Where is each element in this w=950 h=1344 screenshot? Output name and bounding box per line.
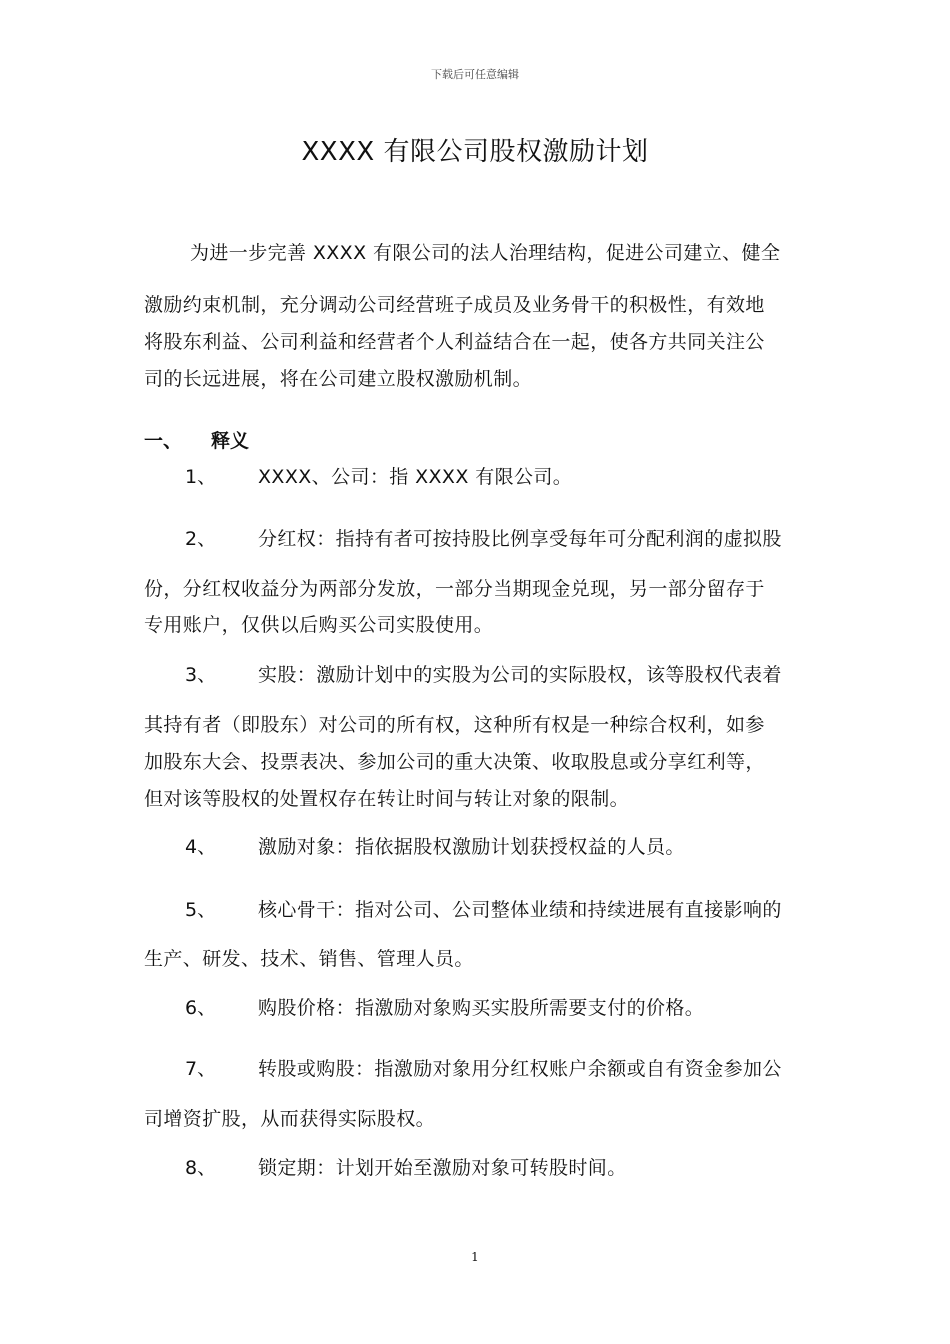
item-number: 8、 (185, 1157, 217, 1179)
item-text-line: 其持有者（即股东）对公司的所有权，这种所有权是一种综合权利，如参 (144, 714, 765, 736)
item-text: 实股：激励计划中的实股为公司的实际股权，该等股权代表着 (258, 664, 782, 686)
item-text: 转股或购股：指激励对象用分红权账户余额或自有资金参加公 (258, 1058, 782, 1080)
item-text-line: 生产、研发、技术、销售、管理人员。 (144, 948, 474, 970)
item-text: 激励对象：指依据股权激励计划获授权益的人员。 (258, 836, 685, 858)
header-note: 下载后可任意编辑 (431, 68, 519, 81)
item-number: 4、 (185, 836, 217, 858)
item-number: 2、 (185, 528, 217, 550)
page-number: 1 (471, 1250, 479, 1264)
item-text-line: 但对该等股权的处置权存在转让时间与转让对象的限制。 (144, 788, 630, 810)
item-text-line: 份，分红权收益分为两部分发放，一部分当期现金兑现，另一部分留存于 (144, 578, 765, 600)
section-title: 释义 (211, 430, 250, 452)
document-title: XXXX 有限公司股权激励计划 (301, 137, 649, 167)
item-text: XXXX、公司：指 XXXX 有限公司。 (258, 466, 573, 488)
item-number: 1、 (185, 466, 217, 488)
intro-line: 激励约束机制，充分调动公司经营班子成员及业务骨干的积极性，有效地 (144, 294, 765, 316)
item-text-line: 加股东大会、投票表决、参加公司的重大决策、收取股息或分享红利等， (144, 751, 765, 773)
intro-line: 将股东利益、公司利益和经营者个人利益结合在一起，使各方共同关注公 (144, 331, 765, 353)
item-number: 6、 (185, 997, 217, 1019)
item-number: 5、 (185, 899, 217, 921)
item-text: 核心骨干：指对公司、公司整体业绩和持续进展有直接影响的 (258, 899, 782, 921)
item-text: 分红权：指持有者可按持股比例享受每年可分配利润的虚拟股 (258, 528, 782, 550)
item-number: 7、 (185, 1058, 217, 1080)
item-text-line: 司增资扩股，从而获得实际股权。 (144, 1108, 436, 1130)
item-text: 购股价格：指激励对象购买实股所需要支付的价格。 (258, 997, 705, 1019)
item-number: 3、 (185, 664, 217, 686)
item-text: 锁定期：计划开始至激励对象可转股时间。 (258, 1157, 627, 1179)
intro-line: 为进一步完善 XXXX 有限公司的法人治理结构，促进公司建立、健全 (190, 242, 781, 264)
intro-line: 司的长远进展，将在公司建立股权激励机制。 (144, 368, 533, 390)
item-text-line: 专用账户，仅供以后购买公司实股使用。 (144, 614, 494, 636)
section-number: 一、 (144, 430, 183, 452)
